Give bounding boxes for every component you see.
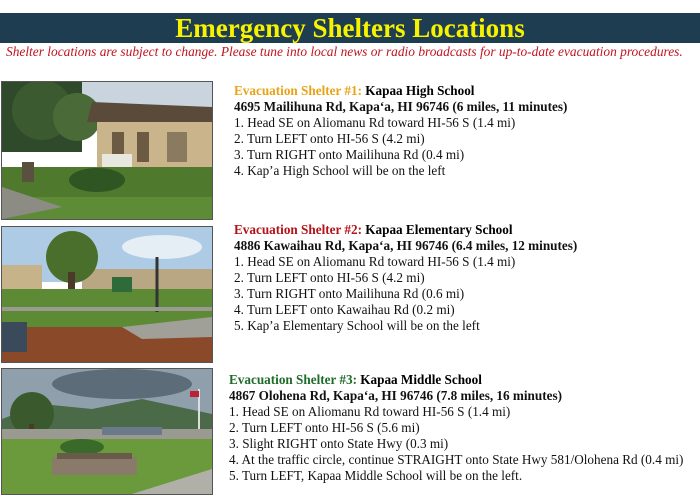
shelter-1-step: 3. Turn RIGHT onto Mailihuna Rd (0.4 mi) [234,147,465,162]
shelter-2-step: 5. Kap’a Elementary School will be on the left [234,318,480,333]
shelter-1-step: 1. Head SE on Aliomanu Rd toward HI-56 S (1.4 mi) [234,115,516,130]
title-banner [0,13,700,43]
shelter-2-step: 4. Turn LEFT onto Kawaihau Rd (0.2 mi) [234,302,455,317]
shelter-1-address: 4695 Mailihuna Rd, Kapa‘a, HI 96746 (6 miles, 11 minutes) [234,99,568,114]
shelter-3-address: 4867 Olohena Rd, Kapa‘a, HI 96746 (7.8 miles, 16 minutes) [229,388,562,403]
shelter-3-label: Evacuation Shelter #3: [229,372,357,387]
shelter-1-name: Kapaa High School [365,83,475,98]
shelter-3-block [229,372,683,484]
shelter-3-name: Kapaa Middle School [360,372,482,387]
shelter-1-label: Evacuation Shelter #1: [234,83,362,98]
shelter-1-block [234,83,567,179]
shelter-2-label: Evacuation Shelter #2: [234,222,362,237]
shelter-3-photo [1,368,213,495]
shelter-2-address: 4886 Kawaihau Rd, Kapa‘a, HI 96746 (6.4 miles, 12 minutes) [234,238,578,253]
shelter-2-step: 3. Turn RIGHT onto Mailihuna Rd (0.6 mi) [234,286,465,301]
shelter-1-title [234,83,567,99]
shelter-2-title [234,222,577,238]
shelter-2-photo [1,226,213,363]
shelter-3-step: 2. Turn LEFT onto HI-56 S (5.6 mi) [229,420,420,435]
shelter-2-step: 2. Turn LEFT onto HI-56 S (4.2 mi) [234,270,425,285]
shelter-1-step: 4. Kap’a High School will be on the left [234,163,446,178]
shelter-3-step: 4. At the traffic circle, continue STRAIGHT onto State Hwy 581/Olohena Rd (0.4 mi) [229,452,684,467]
shelter-2-block [234,222,577,334]
shelter-3-step: 1. Head SE on Aliomanu Rd toward HI-56 S (1.4 mi) [229,404,511,419]
shelter-1-step: 2. Turn LEFT onto HI-56 S (4.2 mi) [234,131,425,146]
shelter-1-photo [1,81,213,220]
notice-text: Shelter locations are subject to change. Please tune into local news or radio broadcasts for up-to-date evacuation procedures. [6,44,683,59]
shelter-3-title [229,372,683,388]
shelter-3-step: 3. Slight RIGHT onto State Hwy (0.3 mi) [229,436,449,451]
shelter-2-step: 1. Head SE on Aliomanu Rd toward HI-56 S (1.4 mi) [234,254,516,269]
shelter-2-name: Kapaa Elementary School [365,222,513,237]
page-title: Emergency Shelters Locations [175,13,525,43]
shelter-3-step: 5. Turn LEFT, Kapaa Middle School will be on the left. [229,468,523,483]
